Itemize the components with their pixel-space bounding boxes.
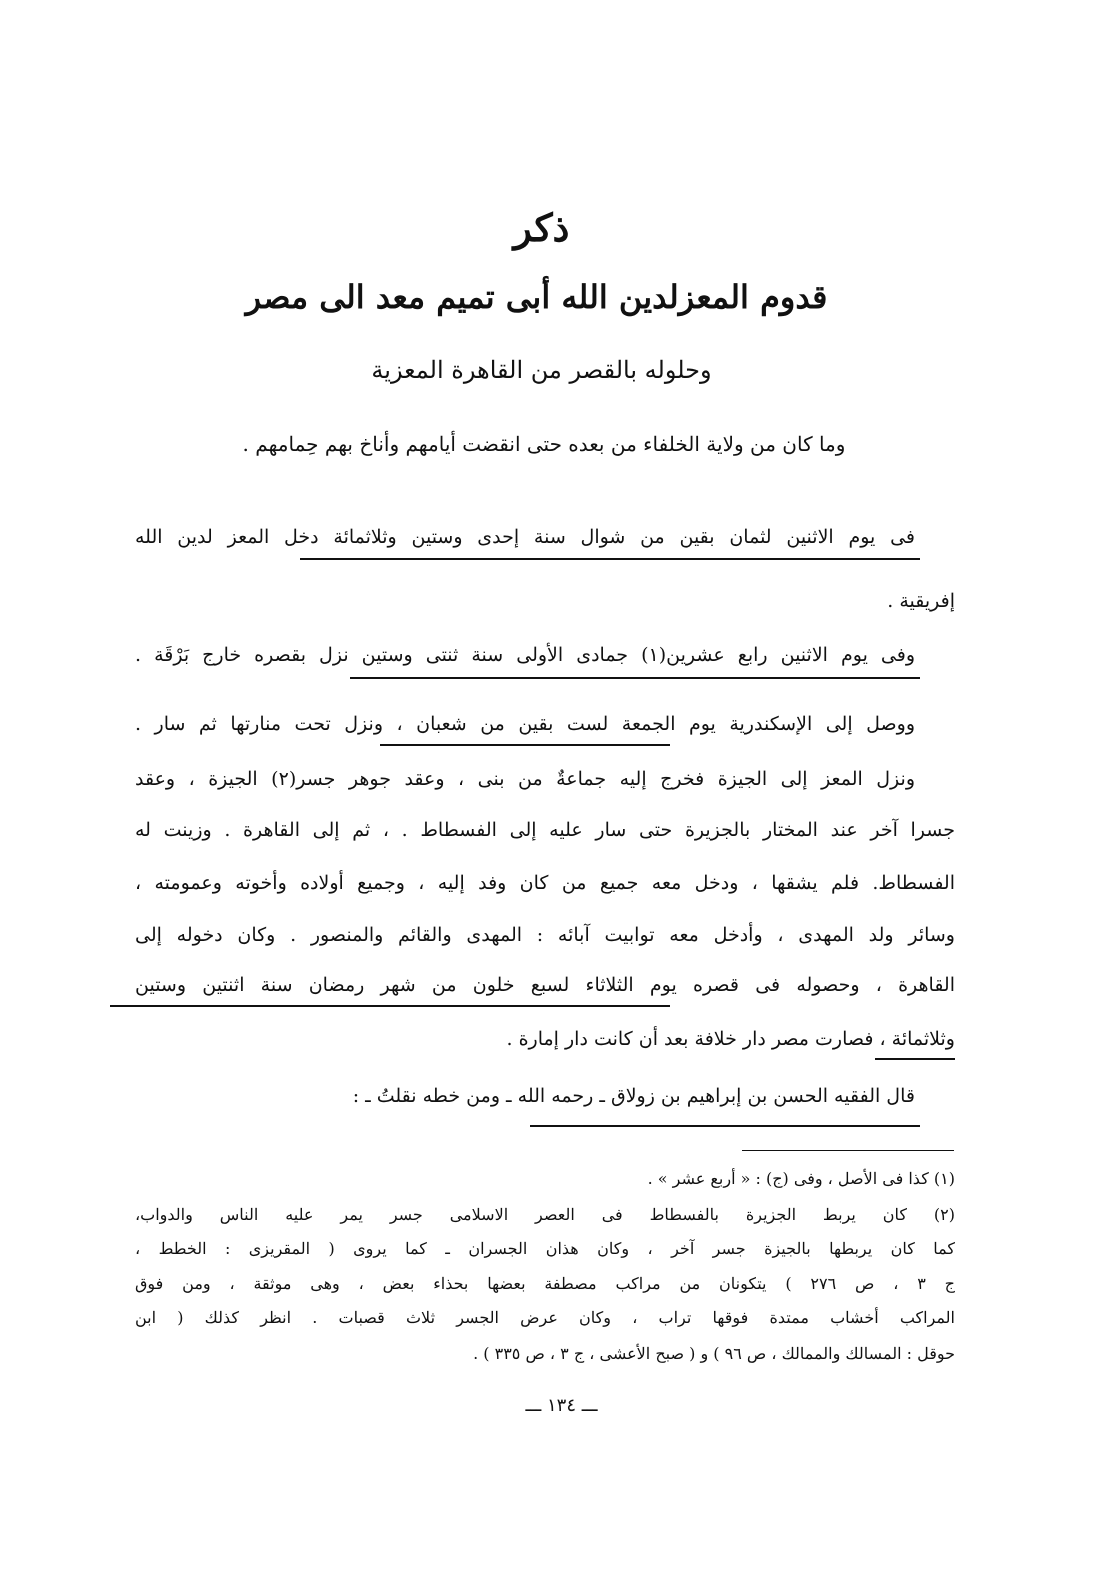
footnote-separator	[742, 1150, 954, 1151]
chapter-title: قدوم المعزلدين الله أبى تميم معد الى مصر	[245, 278, 828, 316]
body-line: فى يوم الاثنين لثمان بقين من شوال سنة إحدى وستين وثلاثمائة دخل المعز لدين الله	[135, 526, 915, 548]
chapter-subtitle: وحلوله بالقصر من القاهرة المعزية	[371, 356, 712, 384]
body-line: قال الفقيه الحسن بن إبراهيم بن زولاق ـ رحمه الله ـ ومن خطه نقلتُ ـ :	[352, 1085, 915, 1107]
body-line: إفريقية .	[887, 590, 955, 612]
pencil-underline	[110, 1005, 670, 1007]
body-line: وثلاثمائة ، فصارت مصر دار خلافة بعد أن كانت دار إمارة .	[506, 1028, 955, 1050]
footnote-line: حوقل : المسالك والممالك ، ص ٩٦ ) و ( صبح الأعشى ، ج ٣ ، ص ٣٣٥ ) .	[473, 1344, 955, 1363]
body-line: القاهرة ، وحصوله فى قصره يوم الثلاثاء لسبع خلون من شهر رمضان سنة اثنتين وستين	[135, 974, 955, 996]
pencil-underline	[350, 677, 920, 679]
section-label: ذكر	[513, 205, 570, 250]
footnote-line: (١) كذا فى الأصل ، وفى (ج) : « أربع عشر » .	[647, 1169, 955, 1188]
body-line: ونزل المعز إلى الجيزة فخرج إليه جماعةٌ من بنى ، وعقد جوهر جسر(٢) الجيزة ، وعقد	[135, 768, 915, 790]
footnote-line: ج ٣ ، ص ٢٧٦ ) يتكونان من مراكب مصطفة بعضها بحذاء بعض ، وهى موثقة ، ومن فوق	[135, 1274, 955, 1293]
footnote-line: كما كان يربطها بالجيزة جسر آخر ، وكان هذان الجسران ـ كما يروى ( المقريزى : الخطط ،	[135, 1239, 955, 1258]
footnote-line: المراكب أخشاب ممتدة فوقها تراب ، وكان عرض الجسر ثلاث قصبات . انظر كذلك ( ابن	[135, 1308, 955, 1327]
pencil-underline	[875, 1058, 955, 1060]
body-line: وفى يوم الاثنين رابع عشرين(١) جمادى الأولى سنة ثنتى وستين نزل بقصره خارج بَرْقَة .	[135, 644, 915, 666]
pencil-underline	[380, 744, 670, 746]
body-line: وسائر ولد المهدى ، وأدخل معه توابيت آبائه : المهدى والقائم والمنصور . وكان دخوله إلى	[135, 924, 955, 946]
body-line: ووصل إلى الإسكندرية يوم الجمعة لست بقين من شعبان ، ونزل تحت منارتها ثم سار .	[135, 713, 915, 735]
page-number: ـــ ١٣٤ ـــ	[525, 1395, 598, 1416]
footnote-line: (٢) كان يربط الجزيرة بالفسطاط فى العصر الاسلامى جسر يمر عليه الناس والدواب،	[135, 1205, 955, 1224]
pencil-underline	[530, 1125, 920, 1127]
body-line: جسرا آخر عند المختار بالجزيرة حتى سار عليه إلى الفسطاط . ، ثم إلى القاهرة . وزينت له	[135, 819, 955, 841]
body-line: الفسطاط. فلم يشقها ، ودخل معه جميع من كان وفد إليه ، وجميع أولاده وأخوته وعمومته ،	[135, 872, 955, 894]
chapter-description: وما كان من ولاية الخلفاء من بعده حتى انقضت أيامهم وأناخ بهم حِمامهم .	[242, 432, 846, 456]
pencil-underline	[300, 558, 920, 560]
